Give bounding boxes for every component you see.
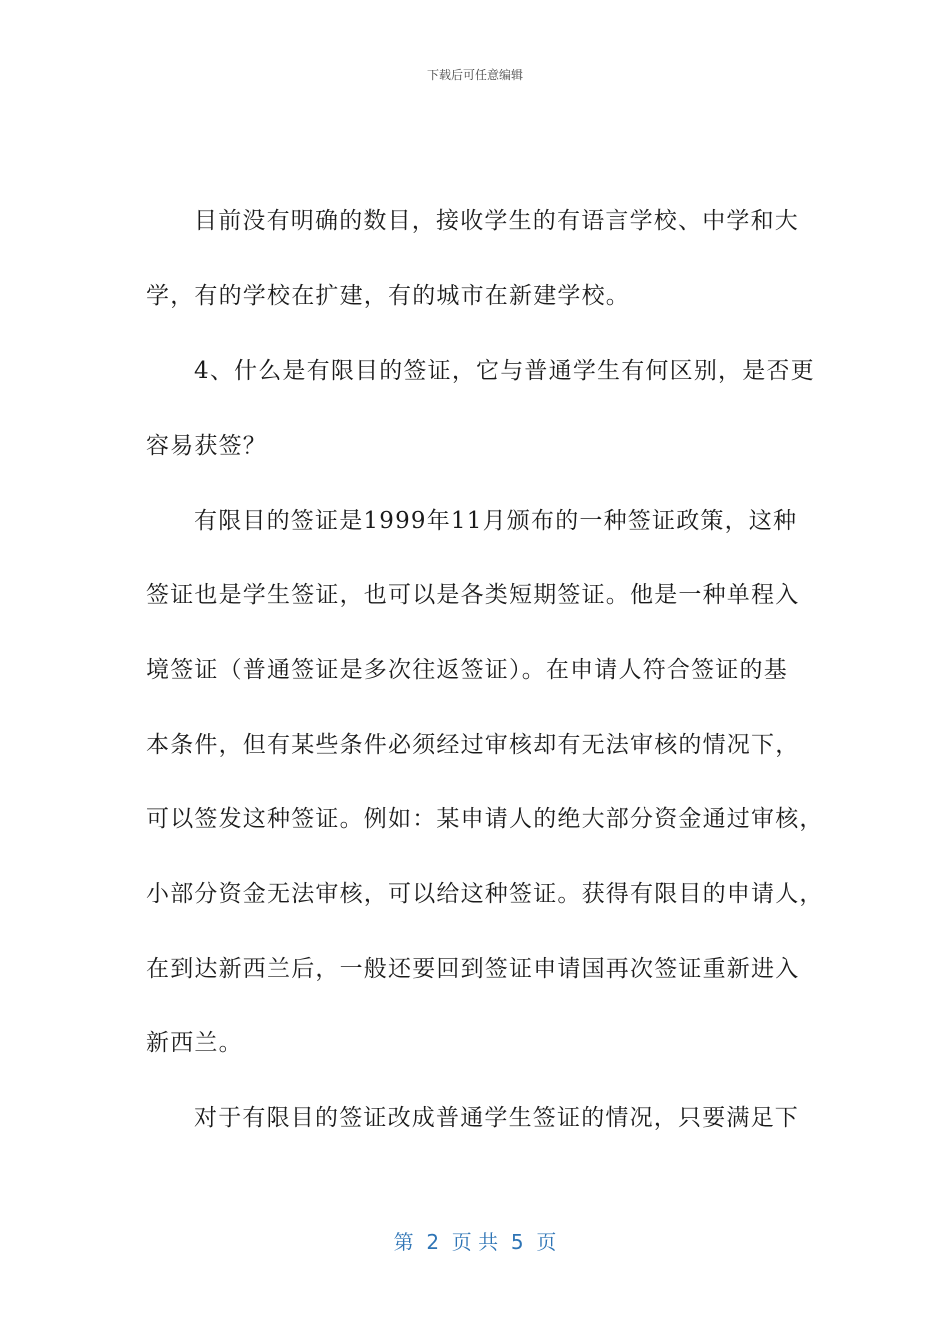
body-line: 学，有的学校在扩建，有的城市在新建学校。 <box>146 283 630 309</box>
page-header: 下载后可任意编辑 <box>426 68 523 82</box>
body-line: 对于有限目的签证改成普通学生签证的情况，只要满足下 <box>194 1105 799 1131</box>
body-line: 新西兰。 <box>146 1030 243 1056</box>
body-line: 4、什么是有限目的签证，它与普通学生有何区别，是否更 <box>194 358 815 384</box>
body-line: 签证也是学生签证，也可以是各类短期签证。他是一种单程入 <box>146 582 800 608</box>
page-number-footer: 第 2 页 共 5 页 <box>393 1230 557 1254</box>
body-line: 可以签发这种签证。例如：某申请人的绝大部分资金通过审核， <box>146 806 824 832</box>
body-line: 目前没有明确的数目，接收学生的有语言学校、中学和大 <box>194 208 799 234</box>
body-line: 在到达新西兰后，一般还要回到签证申请国再次签证重新进入 <box>146 956 800 982</box>
body-line: 有限目的签证是1999年11月颁布的一种签证政策，这种 <box>194 508 798 534</box>
body-line: 境签证（普通签证是多次往返签证）。在申请人符合签证的基 <box>146 657 788 683</box>
body-line: 本条件，但有某些条件必须经过审核却有无法审核的情况下， <box>146 732 800 758</box>
body-line: 小部分资金无法审核，可以给这种签证。获得有限目的申请人， <box>146 881 824 907</box>
body-line: 容易获签？ <box>146 433 267 459</box>
